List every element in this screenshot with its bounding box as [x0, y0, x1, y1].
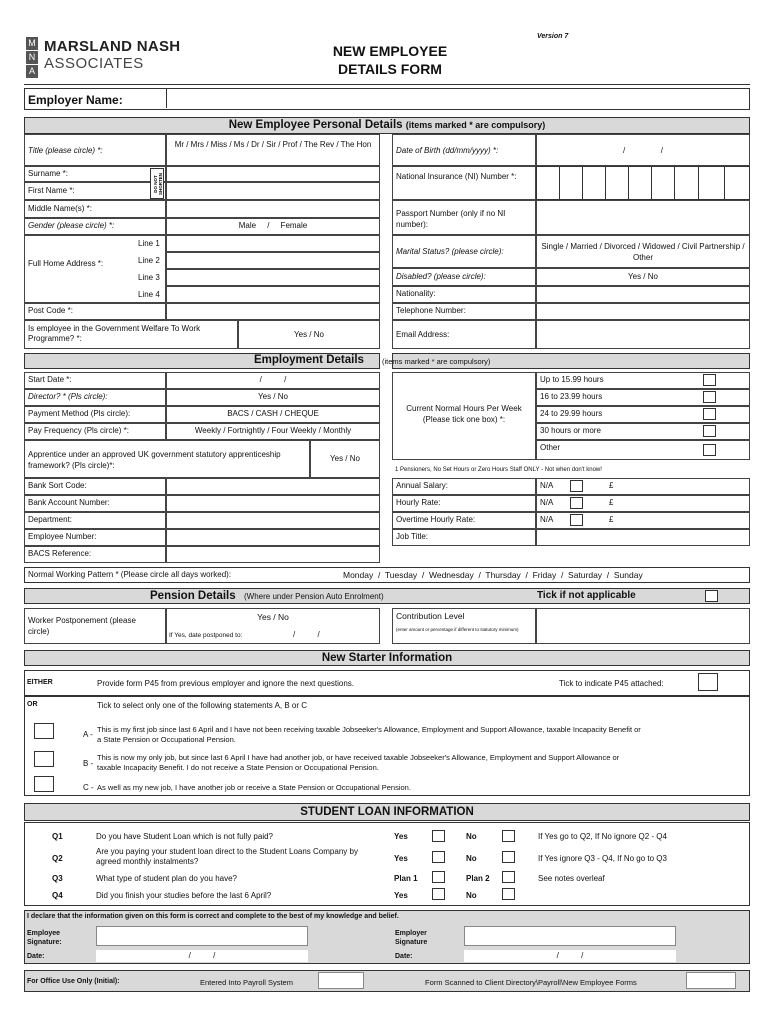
either-label: EITHER	[27, 679, 53, 686]
annual-salary-na: N/A	[540, 481, 554, 490]
statement-a-checkbox[interactable]	[34, 723, 54, 739]
statement-b-text2: taxable Incapacity Benefit. I do not receive a State Pension or Occupational Pension.	[97, 763, 379, 772]
nationality-label: Nationality:	[392, 286, 536, 303]
form-title-line2: DETAILS FORM	[338, 61, 442, 77]
payroll-entered-label: Entered Into Payroll System	[200, 978, 293, 987]
director-options[interactable]: Yes / No	[166, 389, 380, 406]
pension-na-checkbox[interactable]	[705, 590, 718, 602]
annual-salary-label: Annual Salary:	[392, 478, 536, 495]
email-input[interactable]	[536, 320, 750, 349]
frequency-label: Pay Frequency (Pls circle) *:	[24, 423, 166, 440]
pension-heading-note: (Where under Pension Auto Enrolment)	[244, 592, 384, 601]
payroll-initial-input[interactable]	[318, 972, 364, 989]
employment-heading-text: Employment Details	[254, 354, 364, 366]
statement-a-text2: a State Pension or Occupational Pension.	[97, 735, 236, 744]
hours-checkbox-2[interactable]	[703, 391, 716, 403]
first-name-input[interactable]	[166, 182, 380, 200]
statement-c-letter: C -	[83, 783, 94, 792]
sort-code-label: Bank Sort Code:	[24, 478, 166, 495]
hours-option-1[interactable]	[536, 372, 750, 389]
job-title-label: Job Title:	[392, 529, 536, 546]
bacs-input[interactable]	[166, 546, 380, 563]
company-name: MARSLAND NASH	[44, 38, 181, 55]
telephone-label: Telephone Number:	[392, 303, 536, 320]
hours-option-2-label: 16 to 23.99 hours	[540, 392, 603, 401]
hours-footnote: 1 Pensioners, No Set Hours or Zero Hours Staff ONLY - Not when don't know!	[395, 467, 602, 473]
annual-salary-pound: £	[609, 481, 614, 490]
employer-name-row	[24, 88, 750, 110]
passport-input[interactable]	[536, 200, 750, 235]
q4-opt1-checkbox[interactable]	[432, 888, 445, 900]
employment-heading	[24, 353, 750, 369]
q4-opt2: No	[466, 891, 477, 900]
overtime-na: N/A	[540, 515, 554, 524]
address-line4-input[interactable]	[166, 286, 380, 303]
welfare-options[interactable]: Yes / No	[238, 320, 380, 349]
dob-input[interactable]: / /	[536, 134, 750, 166]
address-line1-label: Line 1	[138, 239, 160, 248]
hours-checkbox-4[interactable]	[703, 425, 716, 437]
hourly-rate-na: N/A	[540, 498, 554, 507]
overtime-pound: £	[609, 515, 614, 524]
apprentice-label: Apprentice under an approved UK government statutory apprenticeship framework? (Pls circle)*:	[24, 440, 310, 478]
employer-signature-input[interactable]	[464, 926, 676, 946]
logo-letter-a: A	[26, 65, 38, 78]
overtime-na-checkbox[interactable]	[570, 514, 583, 526]
address-line3-input[interactable]	[166, 269, 380, 286]
account-label: Bank Account Number:	[24, 495, 166, 512]
contribution-label-cell	[392, 608, 536, 644]
or-label: OR	[27, 701, 38, 708]
scanned-initial-input[interactable]	[686, 972, 736, 989]
statement-a-text1: This is my first job since last 6 April and I have not been receiving taxable Jobseeker's Allowance, Employment and Support Allowance, taxable Incapacity Benefit or	[97, 725, 641, 734]
postponement-options-cell[interactable]	[166, 608, 380, 644]
q1-text: Do you have Student Loan which is not fully paid?	[96, 832, 274, 841]
ni-box-2[interactable]	[559, 166, 583, 200]
first-name-label: First Name *:	[24, 182, 166, 200]
employer-name-label: Employer Name:	[28, 93, 123, 107]
version-label: Version 7	[537, 33, 569, 40]
declaration-text: I declare that the information given on this form is correct and complete to the best of my knowledge and belief.	[27, 913, 399, 920]
bacs-label: BACS Reference:	[24, 546, 166, 563]
statement-b-text1: This is now my only job, but since last 6 April I have had another job, or have received taxable Jobseeker's Allowance, Employment and Support Allowance or	[97, 753, 620, 762]
middle-name-label: Middle Name(s) *:	[24, 200, 166, 218]
company-subname: ASSOCIATES	[44, 55, 144, 72]
marital-label: Marital Status? (please circle):	[392, 235, 536, 268]
q2-text: Are you paying your student loan direct to the Student Loans Company by agreed monthly instalments?	[96, 847, 358, 866]
statement-c-checkbox[interactable]	[34, 776, 54, 792]
q2-opt1: Yes	[394, 854, 408, 863]
statement-b-letter: B -	[83, 759, 94, 768]
marital-options[interactable]: Single / Married / Divorced / Widowed / Civil Partnership / Other	[536, 235, 750, 268]
telephone-input[interactable]	[536, 303, 750, 320]
ni-box-6[interactable]	[651, 166, 675, 200]
employee-number-label: Employee Number:	[24, 529, 166, 546]
address-line2-label: Line 2	[138, 256, 160, 265]
start-date-input[interactable]: / /	[166, 372, 380, 389]
disabled-options[interactable]: Yes / No	[536, 268, 750, 286]
contribution-note: (enter amount or percentage if different to statutory minimum)	[396, 627, 519, 632]
starter-or-block	[24, 696, 750, 796]
hourly-rate-input[interactable]	[536, 495, 750, 512]
hours-checkbox-5[interactable]	[703, 444, 716, 456]
q1-opt2-checkbox[interactable]	[502, 830, 515, 842]
personal-heading-note: (items marked * are compulsory)	[405, 120, 546, 130]
ni-boxes[interactable]	[536, 166, 750, 200]
q1-opt1-checkbox[interactable]	[432, 830, 445, 842]
hours-checkbox-3[interactable]	[703, 408, 716, 420]
post-code-input[interactable]	[166, 303, 380, 320]
hours-option-4[interactable]	[536, 423, 750, 440]
nationality-input[interactable]	[536, 286, 750, 303]
hours-option-2[interactable]	[536, 389, 750, 406]
postponement-label: Worker Postponement (please circle)	[24, 608, 166, 644]
hours-label: Current Normal Hours Per Week (Please tick one box) *:	[392, 372, 536, 460]
ni-label: National Insurance (NI) Number *:	[392, 166, 536, 200]
ni-box-4[interactable]	[605, 166, 629, 200]
hours-option-5[interactable]	[536, 440, 750, 460]
employer-date-input[interactable]: / /	[464, 950, 676, 962]
ni-box-7[interactable]	[674, 166, 699, 200]
post-code-label: Post Code *:	[24, 303, 166, 320]
hourly-rate-na-checkbox[interactable]	[570, 497, 583, 509]
surname-label: Surname *:	[24, 166, 166, 182]
q1-opt2: No	[466, 832, 477, 841]
address-line1-input[interactable]	[166, 235, 380, 252]
personal-details-heading	[24, 117, 750, 134]
form-title-line1: NEW EMPLOYEE	[332, 43, 448, 59]
form-scanned-label: Form Scanned to Client Directory\Payroll\New Employee Forms	[425, 978, 637, 987]
dob-label: Date of Birth (dd/mm/yyyy) *:	[392, 134, 536, 166]
postponed-date-input: / /	[293, 630, 320, 639]
employer-name-input[interactable]	[166, 89, 748, 108]
q4-opt1: Yes	[394, 891, 408, 900]
q2-note: If Yes ignore Q3 - Q4, If No go to Q3	[538, 854, 667, 863]
q3-opt2-checkbox[interactable]	[502, 871, 515, 883]
pension-heading-text: Pension Details	[150, 590, 236, 602]
address-line4-label: Line 4	[138, 290, 160, 299]
either-text: Provide form P45 from previous employer and ignore the next questions.	[97, 679, 355, 688]
hours-checkbox-1[interactable]	[703, 374, 716, 386]
hours-option-3[interactable]	[536, 406, 750, 423]
q4-opt2-checkbox[interactable]	[502, 888, 515, 900]
postponed-date-label: If Yes, date postponed to:	[169, 632, 243, 639]
header-rule	[24, 84, 750, 85]
frequency-options[interactable]: Weekly / Fortnightly / Four Weekly / Monthly	[166, 423, 380, 440]
pension-tick-na-label: Tick if not applicable	[537, 590, 636, 601]
q2-opt2: No	[466, 854, 477, 863]
annual-salary-na-checkbox[interactable]	[570, 480, 583, 492]
p45-checkbox[interactable]	[698, 673, 718, 691]
hourly-rate-pound: £	[609, 498, 614, 507]
postponement-options: Yes / No	[257, 612, 289, 622]
address-line3-label: Line 3	[138, 273, 160, 282]
hours-option-5-label: Other	[540, 443, 561, 452]
working-days-options[interactable]: Monday / Tuesday / Wednesday / Thursday / Friday / Saturday / Sunday	[343, 570, 643, 580]
q3-id: Q3	[52, 874, 63, 883]
address-line2-input[interactable]	[166, 252, 380, 269]
logo	[26, 37, 38, 79]
department-label: Department:	[24, 512, 166, 529]
logo-letter-n: N	[26, 51, 38, 64]
statement-c-text: As well as my new job, I have another job or receive a State Pension or Occupational Pension.	[97, 783, 411, 792]
q2-id: Q2	[52, 854, 63, 863]
contribution-input[interactable]	[536, 608, 750, 644]
annual-salary-input[interactable]	[536, 478, 750, 495]
starter-either-row	[24, 670, 750, 696]
do-not-shorten-text: DO NOT SHORTEN	[153, 173, 163, 196]
department-input[interactable]	[166, 512, 380, 529]
statement-b-checkbox[interactable]	[34, 751, 54, 767]
payment-label: Payment Method (Pls circle):	[24, 406, 166, 423]
q2-opt2-checkbox[interactable]	[502, 851, 515, 863]
logo-letter-m: M	[26, 37, 38, 50]
employee-date-label: Date:	[27, 953, 45, 960]
q4-id: Q4	[52, 891, 63, 900]
hours-option-3-label: 24 to 29.99 hours	[540, 409, 603, 418]
or-text: Tick to select only one of the following statements A, B or C	[97, 701, 308, 710]
q3-opt2: Plan 2	[466, 874, 490, 883]
employee-sig-label: Employee Signature:	[27, 930, 62, 946]
passport-label: Passport Number (only if no NI number):	[392, 200, 536, 235]
account-input[interactable]	[166, 495, 380, 512]
q3-opt1: Plan 1	[394, 874, 418, 883]
ni-box-5[interactable]	[628, 166, 652, 200]
address-label: Full Home Address *:	[24, 235, 166, 303]
either-tick-label: Tick to indicate P45 attached:	[559, 679, 664, 688]
job-title-input[interactable]	[536, 529, 750, 546]
email-label: Email Address:	[392, 320, 536, 349]
ni-box-1[interactable]	[536, 166, 560, 200]
q1-id: Q1	[52, 832, 63, 841]
employee-signature-input[interactable]	[96, 926, 308, 946]
surname-input[interactable]	[166, 166, 380, 182]
employee-number-input[interactable]	[166, 529, 380, 546]
q3-text: What type of student plan do you have?	[96, 874, 237, 883]
hours-option-4-label: 30 hours or more	[540, 426, 601, 435]
director-label: Director? * (Pls circle):	[24, 389, 166, 406]
contribution-label: Contribution Level	[396, 611, 465, 621]
do-not-shorten-badge	[150, 168, 164, 199]
hourly-rate-label: Hourly Rate:	[392, 495, 536, 512]
statement-a-letter: A -	[83, 730, 93, 739]
gender-label: Gender (please circle) *:	[24, 218, 166, 235]
employee-date-input[interactable]: / /	[96, 950, 308, 962]
office-use-row	[24, 970, 750, 992]
employment-heading-note: (items marked * are compulsory)	[382, 357, 491, 366]
q3-note: See notes overleaf	[538, 874, 605, 883]
ni-box-9[interactable]	[724, 166, 750, 200]
pension-heading	[24, 588, 750, 604]
ni-box-3[interactable]	[582, 166, 606, 200]
payment-options[interactable]: BACS / CASH / CHEQUE	[166, 406, 380, 423]
employer-sig-label: Employer Signature	[395, 930, 428, 946]
q1-note: If Yes go to Q2, If No ignore Q2 - Q4	[538, 832, 667, 841]
gender-options[interactable]: Male / Female	[166, 218, 380, 235]
working-pattern-row	[24, 567, 750, 583]
personal-heading-text: New Employee Personal Details	[228, 119, 403, 131]
employer-date-label: Date:	[395, 953, 413, 960]
working-pattern-label: Normal Working Pattern * (Please circle all days worked):	[28, 570, 232, 579]
student-loan-heading: STUDENT LOAN INFORMATION	[24, 803, 750, 821]
q3-opt1-checkbox[interactable]	[432, 871, 445, 883]
q1-opt1: Yes	[394, 832, 408, 841]
apprentice-options[interactable]: Yes / No	[310, 440, 380, 478]
ni-box-8[interactable]	[698, 166, 725, 200]
middle-name-input[interactable]	[166, 200, 380, 218]
disabled-label: Disabled? (please circle):	[392, 268, 536, 286]
q4-text: Did you finish your studies before the last 6 April?	[96, 891, 272, 900]
office-use-label: For Office Use Only (Initial):	[27, 978, 120, 985]
q2-opt1-checkbox[interactable]	[432, 851, 445, 863]
starter-heading: New Starter Information	[24, 650, 750, 666]
hours-option-1-label: Up to 15.99 hours	[540, 375, 604, 384]
start-date-label: Start Date *:	[24, 372, 166, 389]
welfare-label: Is employee in the Government Welfare To Work Programme? *:	[24, 320, 238, 349]
overtime-label: Overtime Hourly Rate:	[392, 512, 536, 529]
title-label: Title (please circle) *:	[24, 134, 166, 166]
title-options[interactable]: Mr / Mrs / Miss / Ms / Dr / Sir / Prof / The Rev / The Hon	[166, 134, 380, 166]
sort-code-input[interactable]	[166, 478, 380, 495]
overtime-input[interactable]	[536, 512, 750, 529]
